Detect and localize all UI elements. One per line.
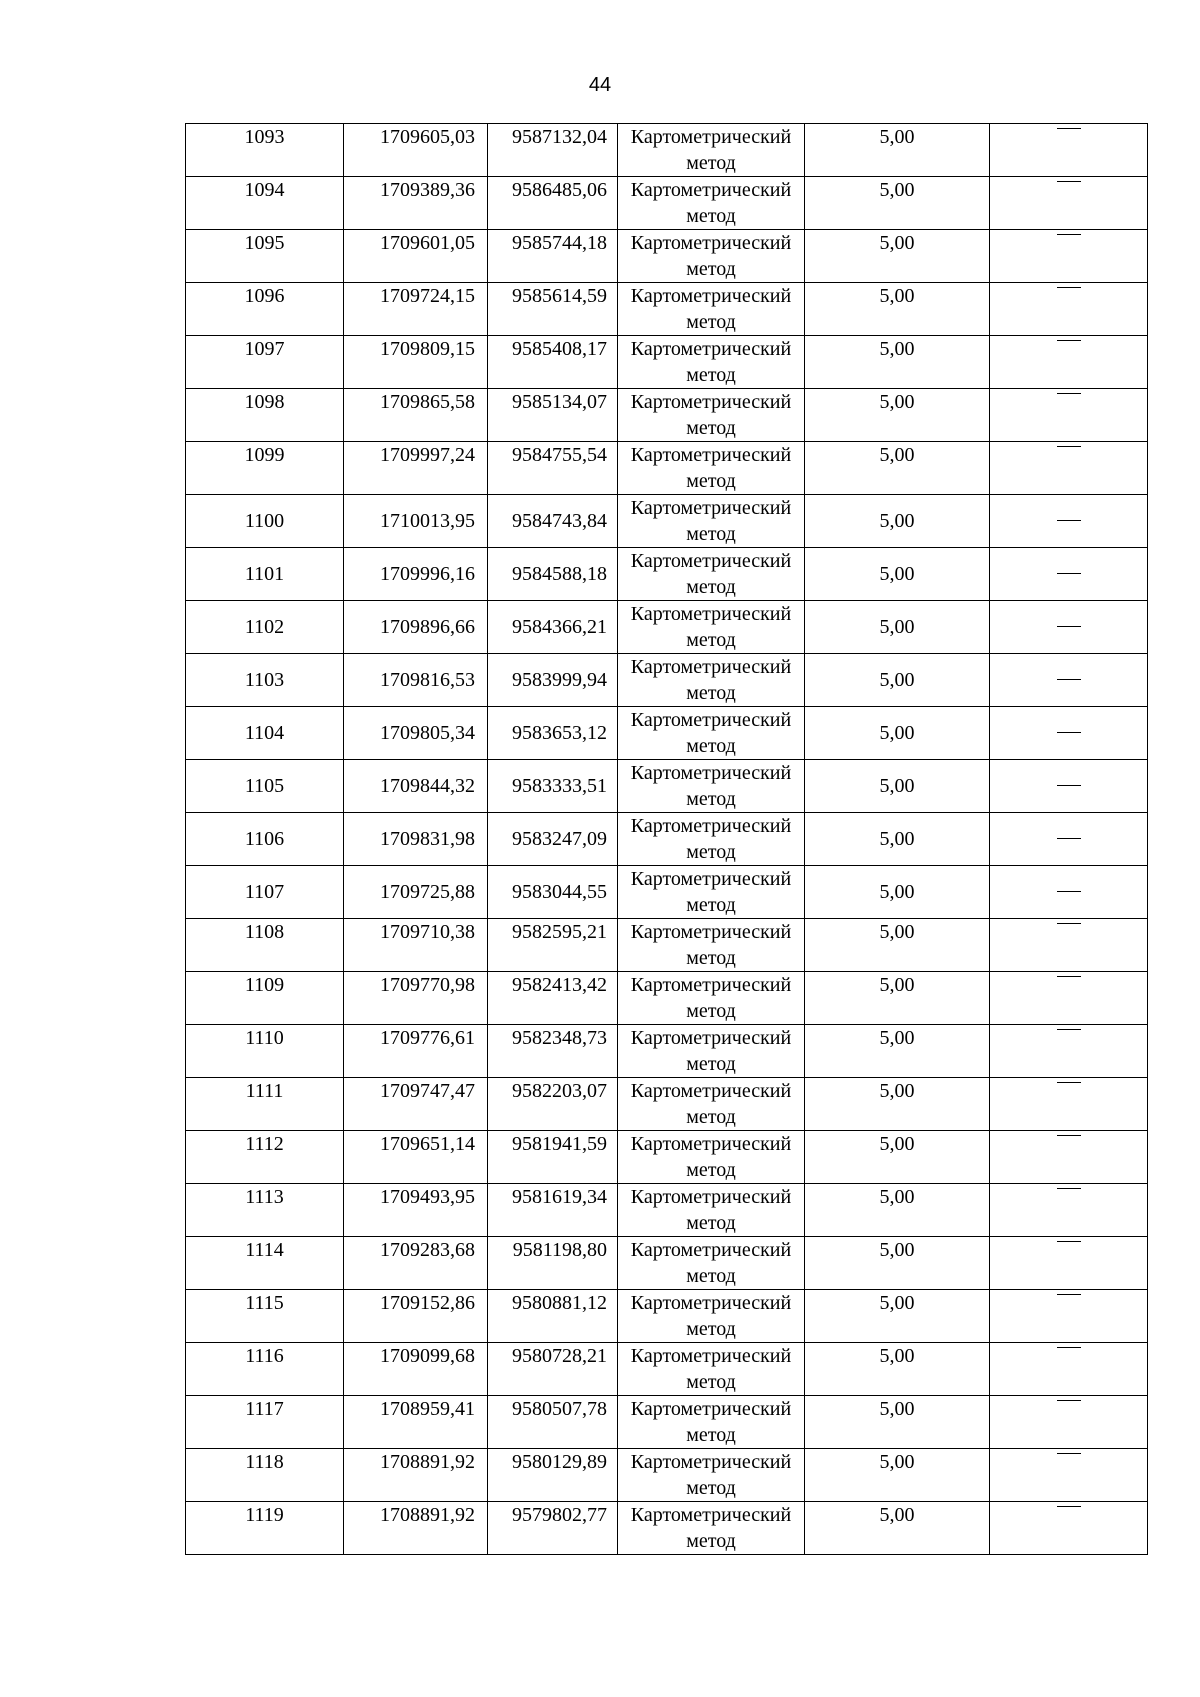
- x-coordinate-cell: 1708891,92: [344, 1449, 488, 1502]
- x-coordinate-cell: 1709651,14: [344, 1131, 488, 1184]
- note-cell: [990, 919, 1148, 972]
- x-coordinate-cell: 1709601,05: [344, 230, 488, 283]
- table-row: [186, 1025, 1148, 1078]
- y-coordinate-cell: 9585408,17: [488, 336, 618, 389]
- y-coordinate-cell: 9585134,07: [488, 389, 618, 442]
- method-cell: Картометрический метод: [618, 230, 805, 283]
- y-coordinate-cell: 9583044,55: [488, 866, 618, 919]
- note-cell: [990, 654, 1148, 707]
- dash-mark: [1057, 520, 1081, 521]
- accuracy-cell: 5,00: [805, 1078, 990, 1131]
- y-coordinate-cell: 9582203,07: [488, 1078, 618, 1131]
- y-coordinate-cell: 9583653,12: [488, 707, 618, 760]
- table-row: [186, 1449, 1148, 1502]
- dash-mark: [1057, 891, 1081, 892]
- point-number-cell: 1113: [186, 1184, 344, 1237]
- note-cell: [990, 1290, 1148, 1343]
- point-number-cell: 1116: [186, 1343, 344, 1396]
- note-cell: [990, 972, 1148, 1025]
- x-coordinate-cell: 1708891,92: [344, 1502, 488, 1555]
- dash-mark: [1057, 287, 1081, 288]
- table-row: [186, 548, 1148, 601]
- note-cell: [990, 442, 1148, 495]
- note-cell: [990, 1237, 1148, 1290]
- method-cell: Картометрический метод: [618, 1184, 805, 1237]
- y-coordinate-cell: 9584366,21: [488, 601, 618, 654]
- coordinates-table: [185, 123, 1148, 1555]
- dash-mark: [1057, 1135, 1081, 1136]
- dash-mark: [1057, 1188, 1081, 1189]
- accuracy-cell: 5,00: [805, 495, 990, 548]
- method-cell: Картометрический метод: [618, 813, 805, 866]
- dash-mark: [1057, 838, 1081, 839]
- y-coordinate-cell: 9584755,54: [488, 442, 618, 495]
- table-row: [186, 442, 1148, 495]
- dash-mark: [1057, 626, 1081, 627]
- x-coordinate-cell: 1709896,66: [344, 601, 488, 654]
- method-cell: Картометрический метод: [618, 1396, 805, 1449]
- x-coordinate-cell: 1709776,61: [344, 1025, 488, 1078]
- x-coordinate-cell: 1709805,34: [344, 707, 488, 760]
- accuracy-cell: 5,00: [805, 1502, 990, 1555]
- accuracy-cell: 5,00: [805, 654, 990, 707]
- dash-mark: [1057, 1400, 1081, 1401]
- method-cell: Картометрический метод: [618, 1025, 805, 1078]
- point-number-cell: 1111: [186, 1078, 344, 1131]
- x-coordinate-cell: 1709996,16: [344, 548, 488, 601]
- note-cell: [990, 1502, 1148, 1555]
- accuracy-cell: 5,00: [805, 1184, 990, 1237]
- table-row: [186, 1131, 1148, 1184]
- point-number-cell: 1107: [186, 866, 344, 919]
- dash-mark: [1057, 1506, 1081, 1507]
- method-cell: Картометрический метод: [618, 1290, 805, 1343]
- y-coordinate-cell: 9580728,21: [488, 1343, 618, 1396]
- x-coordinate-cell: 1709816,53: [344, 654, 488, 707]
- accuracy-cell: 5,00: [805, 177, 990, 230]
- y-coordinate-cell: 9580881,12: [488, 1290, 618, 1343]
- accuracy-cell: 5,00: [805, 548, 990, 601]
- point-number-cell: 1115: [186, 1290, 344, 1343]
- x-coordinate-cell: 1709725,88: [344, 866, 488, 919]
- accuracy-cell: 5,00: [805, 1131, 990, 1184]
- method-cell: Картометрический метод: [618, 1237, 805, 1290]
- x-coordinate-cell: 1710013,95: [344, 495, 488, 548]
- table-row: [186, 813, 1148, 866]
- point-number-cell: 1109: [186, 972, 344, 1025]
- x-coordinate-cell: 1708959,41: [344, 1396, 488, 1449]
- accuracy-cell: 5,00: [805, 707, 990, 760]
- y-coordinate-cell: 9580507,78: [488, 1396, 618, 1449]
- point-number-cell: 1110: [186, 1025, 344, 1078]
- accuracy-cell: 5,00: [805, 813, 990, 866]
- y-coordinate-cell: 9585744,18: [488, 230, 618, 283]
- accuracy-cell: 5,00: [805, 760, 990, 813]
- dash-mark: [1057, 785, 1081, 786]
- accuracy-cell: 5,00: [805, 336, 990, 389]
- point-number-cell: 1119: [186, 1502, 344, 1555]
- point-number-cell: 1105: [186, 760, 344, 813]
- dash-mark: [1057, 1029, 1081, 1030]
- y-coordinate-cell: 9581198,80: [488, 1237, 618, 1290]
- accuracy-cell: 5,00: [805, 442, 990, 495]
- note-cell: [990, 707, 1148, 760]
- table-row: [186, 1078, 1148, 1131]
- note-cell: [990, 1343, 1148, 1396]
- method-cell: Картометрический метод: [618, 495, 805, 548]
- table-row: [186, 919, 1148, 972]
- point-number-cell: 1106: [186, 813, 344, 866]
- accuracy-cell: 5,00: [805, 1396, 990, 1449]
- x-coordinate-cell: 1709152,86: [344, 1290, 488, 1343]
- accuracy-cell: 5,00: [805, 1449, 990, 1502]
- dash-mark: [1057, 181, 1081, 182]
- table-row: [186, 654, 1148, 707]
- x-coordinate-cell: 1709724,15: [344, 283, 488, 336]
- method-cell: Картометрический метод: [618, 1131, 805, 1184]
- table-row: [186, 1502, 1148, 1555]
- dash-mark: [1057, 234, 1081, 235]
- accuracy-cell: 5,00: [805, 919, 990, 972]
- y-coordinate-cell: 9581619,34: [488, 1184, 618, 1237]
- x-coordinate-cell: 1709605,03: [344, 124, 488, 177]
- table-row: [186, 1184, 1148, 1237]
- dash-mark: [1057, 573, 1081, 574]
- dash-mark: [1057, 1241, 1081, 1242]
- method-cell: Картометрический метод: [618, 124, 805, 177]
- y-coordinate-cell: 9583999,94: [488, 654, 618, 707]
- note-cell: [990, 230, 1148, 283]
- note-cell: [990, 495, 1148, 548]
- x-coordinate-cell: 1709099,68: [344, 1343, 488, 1396]
- x-coordinate-cell: 1709389,36: [344, 177, 488, 230]
- y-coordinate-cell: 9584743,84: [488, 495, 618, 548]
- point-number-cell: 1104: [186, 707, 344, 760]
- method-cell: Картометрический метод: [618, 601, 805, 654]
- dash-mark: [1057, 446, 1081, 447]
- dash-mark: [1057, 1347, 1081, 1348]
- accuracy-cell: 5,00: [805, 124, 990, 177]
- point-number-cell: 1096: [186, 283, 344, 336]
- note-cell: [990, 548, 1148, 601]
- note-cell: [990, 1449, 1148, 1502]
- dash-mark: [1057, 976, 1081, 977]
- x-coordinate-cell: 1709831,98: [344, 813, 488, 866]
- dash-mark: [1057, 923, 1081, 924]
- dash-mark: [1057, 340, 1081, 341]
- table-row: [186, 1396, 1148, 1449]
- x-coordinate-cell: 1709770,98: [344, 972, 488, 1025]
- accuracy-cell: 5,00: [805, 230, 990, 283]
- x-coordinate-cell: 1709710,38: [344, 919, 488, 972]
- y-coordinate-cell: 9587132,04: [488, 124, 618, 177]
- x-coordinate-cell: 1709997,24: [344, 442, 488, 495]
- y-coordinate-cell: 9585614,59: [488, 283, 618, 336]
- dash-mark: [1057, 128, 1081, 129]
- note-cell: [990, 389, 1148, 442]
- method-cell: Картометрический метод: [618, 548, 805, 601]
- method-cell: Картометрический метод: [618, 760, 805, 813]
- method-cell: Картометрический метод: [618, 1449, 805, 1502]
- note-cell: [990, 336, 1148, 389]
- point-number-cell: 1097: [186, 336, 344, 389]
- table-row: [186, 1343, 1148, 1396]
- method-cell: Картометрический метод: [618, 972, 805, 1025]
- note-cell: [990, 1078, 1148, 1131]
- method-cell: Картометрический метод: [618, 654, 805, 707]
- y-coordinate-cell: 9579802,77: [488, 1502, 618, 1555]
- method-cell: Картометрический метод: [618, 866, 805, 919]
- point-number-cell: 1117: [186, 1396, 344, 1449]
- table-row: [186, 972, 1148, 1025]
- note-cell: [990, 124, 1148, 177]
- note-cell: [990, 283, 1148, 336]
- accuracy-cell: 5,00: [805, 1290, 990, 1343]
- method-cell: Картометрический метод: [618, 283, 805, 336]
- point-number-cell: 1101: [186, 548, 344, 601]
- x-coordinate-cell: 1709283,68: [344, 1237, 488, 1290]
- method-cell: Картометрический метод: [618, 707, 805, 760]
- table-row: [186, 495, 1148, 548]
- method-cell: Картометрический метод: [618, 1502, 805, 1555]
- table-row: [186, 283, 1148, 336]
- dash-mark: [1057, 1082, 1081, 1083]
- accuracy-cell: 5,00: [805, 1025, 990, 1078]
- accuracy-cell: 5,00: [805, 283, 990, 336]
- accuracy-cell: 5,00: [805, 1343, 990, 1396]
- method-cell: Картометрический метод: [618, 177, 805, 230]
- x-coordinate-cell: 1709809,15: [344, 336, 488, 389]
- y-coordinate-cell: 9582595,21: [488, 919, 618, 972]
- accuracy-cell: 5,00: [805, 601, 990, 654]
- accuracy-cell: 5,00: [805, 1237, 990, 1290]
- note-cell: [990, 1025, 1148, 1078]
- table-row: [186, 124, 1148, 177]
- point-number-cell: 1108: [186, 919, 344, 972]
- table-row: [186, 1290, 1148, 1343]
- table-row: [186, 601, 1148, 654]
- table-row: [186, 866, 1148, 919]
- y-coordinate-cell: 9586485,06: [488, 177, 618, 230]
- y-coordinate-cell: 9584588,18: [488, 548, 618, 601]
- point-number-cell: 1098: [186, 389, 344, 442]
- point-number-cell: 1114: [186, 1237, 344, 1290]
- table-row: [186, 707, 1148, 760]
- method-cell: Картометрический метод: [618, 336, 805, 389]
- y-coordinate-cell: 9582348,73: [488, 1025, 618, 1078]
- dash-mark: [1057, 679, 1081, 680]
- y-coordinate-cell: 9583333,51: [488, 760, 618, 813]
- point-number-cell: 1102: [186, 601, 344, 654]
- dash-mark: [1057, 1453, 1081, 1454]
- accuracy-cell: 5,00: [805, 972, 990, 1025]
- y-coordinate-cell: 9580129,89: [488, 1449, 618, 1502]
- y-coordinate-cell: 9581941,59: [488, 1131, 618, 1184]
- method-cell: Картометрический метод: [618, 919, 805, 972]
- note-cell: [990, 1184, 1148, 1237]
- note-cell: [990, 760, 1148, 813]
- note-cell: [990, 813, 1148, 866]
- point-number-cell: 1118: [186, 1449, 344, 1502]
- point-number-cell: 1103: [186, 654, 344, 707]
- table-row: [186, 336, 1148, 389]
- table-row: [186, 230, 1148, 283]
- point-number-cell: 1100: [186, 495, 344, 548]
- coordinates-table-body: [186, 124, 1148, 1555]
- method-cell: Картометрический метод: [618, 1078, 805, 1131]
- x-coordinate-cell: 1709844,32: [344, 760, 488, 813]
- accuracy-cell: 5,00: [805, 389, 990, 442]
- method-cell: Картометрический метод: [618, 1343, 805, 1396]
- point-number-cell: 1095: [186, 230, 344, 283]
- accuracy-cell: 5,00: [805, 866, 990, 919]
- page-number: 44: [588, 74, 612, 96]
- note-cell: [990, 866, 1148, 919]
- table-row: [186, 1237, 1148, 1290]
- method-cell: Картометрический метод: [618, 389, 805, 442]
- point-number-cell: 1094: [186, 177, 344, 230]
- method-cell: Картометрический метод: [618, 442, 805, 495]
- point-number-cell: 1099: [186, 442, 344, 495]
- x-coordinate-cell: 1709865,58: [344, 389, 488, 442]
- y-coordinate-cell: 9583247,09: [488, 813, 618, 866]
- table-row: [186, 177, 1148, 230]
- note-cell: [990, 177, 1148, 230]
- note-cell: [990, 1131, 1148, 1184]
- table-row: [186, 389, 1148, 442]
- point-number-cell: 1093: [186, 124, 344, 177]
- table-row: [186, 760, 1148, 813]
- point-number-cell: 1112: [186, 1131, 344, 1184]
- x-coordinate-cell: 1709493,95: [344, 1184, 488, 1237]
- x-coordinate-cell: 1709747,47: [344, 1078, 488, 1131]
- dash-mark: [1057, 1294, 1081, 1295]
- note-cell: [990, 601, 1148, 654]
- y-coordinate-cell: 9582413,42: [488, 972, 618, 1025]
- dash-mark: [1057, 732, 1081, 733]
- note-cell: [990, 1396, 1148, 1449]
- dash-mark: [1057, 393, 1081, 394]
